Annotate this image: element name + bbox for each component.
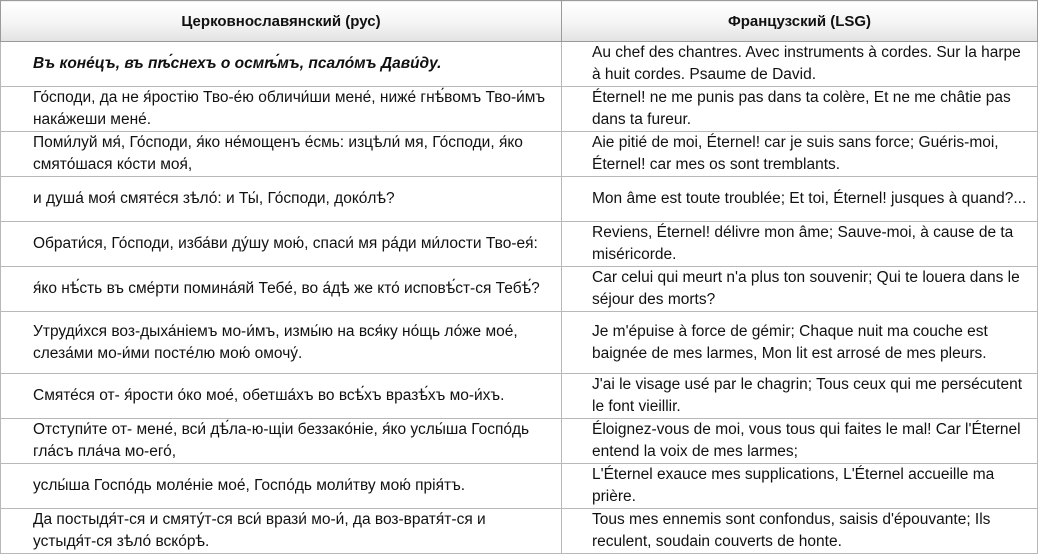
verse-french: Tous mes ennemis sont confondus, saisis d'épouvante; Ils reculent, soudain couverts de honte. (562, 509, 1038, 554)
table-row (1, 509, 1038, 554)
verse-french: L'Éternel exauce mes supplications, L'Éternel accueille ma prière. (562, 464, 1038, 509)
verse-slavonic: Поми́луй мя́, Го́споди, я́ко не́мощенъ е́смь: изцѣли́ мя, Го́споди, я́ко смято́шася ко́сти моя́, (1, 132, 562, 177)
verse-slavonic: я́ко нѣ́сть въ сме́рти помина́яй Тебе́, во а́дѣ же кто́ исповѣ́ст-ся Тебѣ́? (1, 267, 562, 312)
table-row (1, 464, 1038, 509)
table-row (1, 222, 1038, 267)
table-row (1, 132, 1038, 177)
verse-slavonic: Го́споди, да не я́ростію Тво-е́ю обличи́ши мене́, ниже́ гнѣ́вомъ Тво-и́мъ нака́жеши мене́. (1, 87, 562, 132)
verse-slavonic: Утруди́хся воз-дыха́ніемъ мо-и́мъ, измы́ю на вся́ку но́щь ло́же мое́, слеза́ми мо-и́ми посте́лю мою́ омочу́. (1, 312, 562, 374)
header-french: Французский (LSG) (562, 1, 1038, 42)
header-church-slavonic: Церковнославянский (рус) (1, 1, 562, 42)
verse-french: Au chef des chantres. Avec instruments à cordes. Sur la harpe à huit cordes. Psaume de David. (562, 42, 1038, 87)
table-row (1, 177, 1038, 222)
verse-french: Car celui qui meurt n'a plus ton souvenir; Qui te louera dans le séjour des morts? (562, 267, 1038, 312)
table-row (1, 374, 1038, 419)
table-row (1, 87, 1038, 132)
verse-slavonic: Обрати́ся, Го́споди, изба́ви ду́шу мою́, спаси́ мя ра́ди ми́лости Тво-ея́: (1, 222, 562, 267)
verse-french: Éloignez-vous de moi, vous tous qui faites le mal! Car l'Éternel entend la voix de mes larmes; (562, 419, 1038, 464)
verse-slavonic: Въ коне́цъ, въ пѣ́снехъ о осмѣ́мъ, псало́мъ Дави́ду. (1, 42, 562, 87)
verse-french: Je m'épuise à force de gémir; Chaque nuit ma couche est baignée de mes larmes, Mon lit est arrosé de mes pleurs. (562, 312, 1038, 374)
table-row (1, 267, 1038, 312)
verse-slavonic: Да постыдя́т-ся и смяту́т-ся вси́ врази́ мо-и́, да воз-вратя́т-ся и устыдя́т-ся зѣло́ вско́рѣ. (1, 509, 562, 554)
verse-french: Aie pitié de moi, Éternel! car je suis sans force; Guéris-moi, Éternel! car mes os sont tremblants. (562, 132, 1038, 177)
header-row (1, 1, 1038, 42)
table-row (1, 42, 1038, 87)
verse-french: Reviens, Éternel! délivre mon âme; Sauve-moi, à cause de ta miséricorde. (562, 222, 1038, 267)
verse-french: Éternel! ne me punis pas dans ta colère, Et ne me châtie pas dans ta fureur. (562, 87, 1038, 132)
verse-french: J'ai le visage usé par le chagrin; Tous ceux qui me persécutent le font vieillir. (562, 374, 1038, 419)
verse-slavonic: и душа́ моя́ смяте́ся зѣло́: и Ты́, Го́споди, доко́лѣ? (1, 177, 562, 222)
verse-slavonic: услы́ша Госпо́дь моле́ніе мое́, Госпо́дь моли́тву мою́ прія́тъ. (1, 464, 562, 509)
table-row (1, 312, 1038, 374)
verse-french: Mon âme est toute troublée; Et toi, Éternel! jusques à quand?... (562, 177, 1038, 222)
table-row (1, 419, 1038, 464)
verse-slavonic: Смяте́ся от- я́рости о́ко мое́, обетша́хъ во всѣ́хъ вразѣ́хъ мо-и́хъ. (1, 374, 562, 419)
verse-slavonic: Отступи́те от- мене́, вси́ дѣ́ла-ю-щіи беззако́ніе, я́ко услы́ша Госпо́дь гла́съ пла́ча мо-его́, (1, 419, 562, 464)
